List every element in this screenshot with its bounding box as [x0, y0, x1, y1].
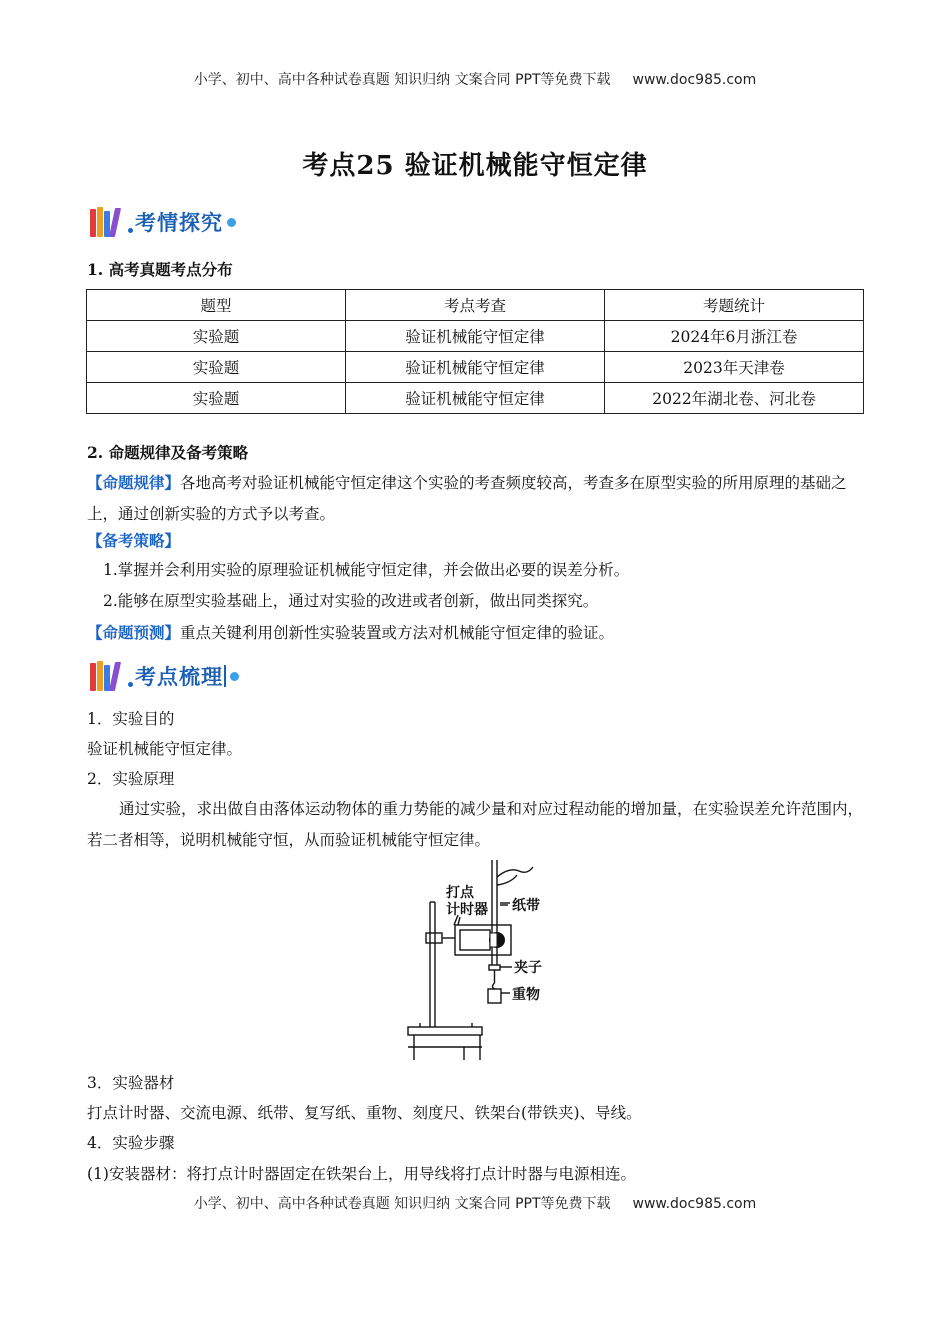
strategy-tag: 【备考策略】 [87, 531, 181, 550]
label-tape: 纸带 [512, 898, 540, 914]
header-text: 小学、初中、高中各种试卷真题 知识归纳 文案合同 PPT等免费下载 [193, 72, 611, 88]
forecast-tag: 【命题预测】 [87, 623, 181, 642]
forecast-paragraph [87, 617, 865, 649]
principle-heading: 2．实验原理 [87, 770, 175, 788]
banner-exam-analysis [90, 205, 236, 239]
dot-icon [227, 218, 236, 227]
equipment-heading: 3．实验器材 [87, 1074, 175, 1092]
page-title: 考点25 验证机械能守恒定律 [302, 151, 648, 181]
banner-title: 考情探究 [135, 211, 223, 235]
dot-icon [230, 672, 239, 681]
table-row [87, 352, 864, 383]
rule-text: 各地高考对验证机械能守恒定律这个实验的考查频度较高，考查多在原型实验的所用原理的基础之上，通过创新实验的方式予以考查。 [87, 474, 847, 523]
label-timer-2: 计时器 [446, 902, 488, 918]
header-site[interactable]: www.doc985.com [632, 72, 757, 88]
table-header: 题型 [87, 290, 346, 321]
section-heading: 2. 命题规律及备考策略 [87, 443, 249, 462]
dot-icon [128, 682, 133, 687]
table-cell: 实验题 [87, 383, 346, 414]
books-icon [90, 661, 126, 691]
table-row [87, 321, 864, 352]
label-clip: 夹子 [514, 960, 542, 976]
table-cell: 验证机械能守恒定律 [346, 383, 605, 414]
strategy-item: 2.能够在原型实验基础上，通过对实验的改进或者创新，做出同类探究。 [103, 592, 599, 610]
footer-site[interactable]: www.doc985.com [632, 1196, 757, 1212]
strategy-item: 1.掌握并会利用实验的原理验证机械能守恒定律，并会做出必要的误差分析。 [103, 561, 630, 579]
rule-tag: 【命题规律】 [87, 473, 181, 492]
page-header [0, 69, 950, 89]
page-footer [0, 1193, 950, 1213]
principle-text: 通过实验，求出做自由落体运动物体的重力势能的减少量和对应过程动能的增加量，在实验误差允许范围内，若二者相等，说明机械能守恒，从而验证机械能守恒定律。 [87, 800, 864, 849]
steps-heading: 4．实验步骤 [87, 1134, 175, 1152]
label-weight: 重物 [512, 987, 540, 1003]
section-heading: 1. 高考真题考点分布 [87, 260, 233, 279]
exam-distribution-table [86, 289, 864, 414]
label-timer-1: 打点 [446, 885, 474, 901]
table-cell: 2024年6月浙江卷 [605, 321, 864, 352]
table-cell: 2023年天津卷 [605, 352, 864, 383]
table-cell: 2022年湖北卷、河北卷 [605, 383, 864, 414]
dot-icon [128, 228, 133, 233]
table-cell: 验证机械能守恒定律 [346, 352, 605, 383]
books-icon [90, 207, 126, 237]
purpose-text: 验证机械能守恒定律。 [87, 740, 243, 758]
step-1-text: (1)安装器材：将打点计时器固定在铁架台上，用导线将打点计时器与电源相连。 [87, 1165, 636, 1183]
rule-paragraph [87, 467, 865, 530]
table-row [87, 383, 864, 414]
table-header: 考题统计 [605, 290, 864, 321]
footer-text: 小学、初中、高中各种试卷真题 知识归纳 文案合同 PPT等免费下载 [193, 1196, 611, 1212]
table-cell: 验证机械能守恒定律 [346, 321, 605, 352]
apparatus-figure [400, 855, 560, 1065]
table-cell: 实验题 [87, 352, 346, 383]
table-header-row [87, 290, 864, 321]
table-header: 考点考查 [346, 290, 605, 321]
purpose-heading: 1．实验目的 [87, 710, 175, 728]
banner-title: 考点梳理 [135, 665, 223, 689]
table-cell: 实验题 [87, 321, 346, 352]
text-cursor [224, 665, 226, 687]
forecast-text: 重点关键利用创新性实验装置或方法对机械能守恒定律的验证。 [180, 624, 615, 642]
banner-key-points [90, 659, 239, 693]
equipment-text: 打点计时器、交流电源、纸带、复写纸、重物、刻度尺、铁架台(带铁夹)、导线。 [87, 1104, 642, 1122]
